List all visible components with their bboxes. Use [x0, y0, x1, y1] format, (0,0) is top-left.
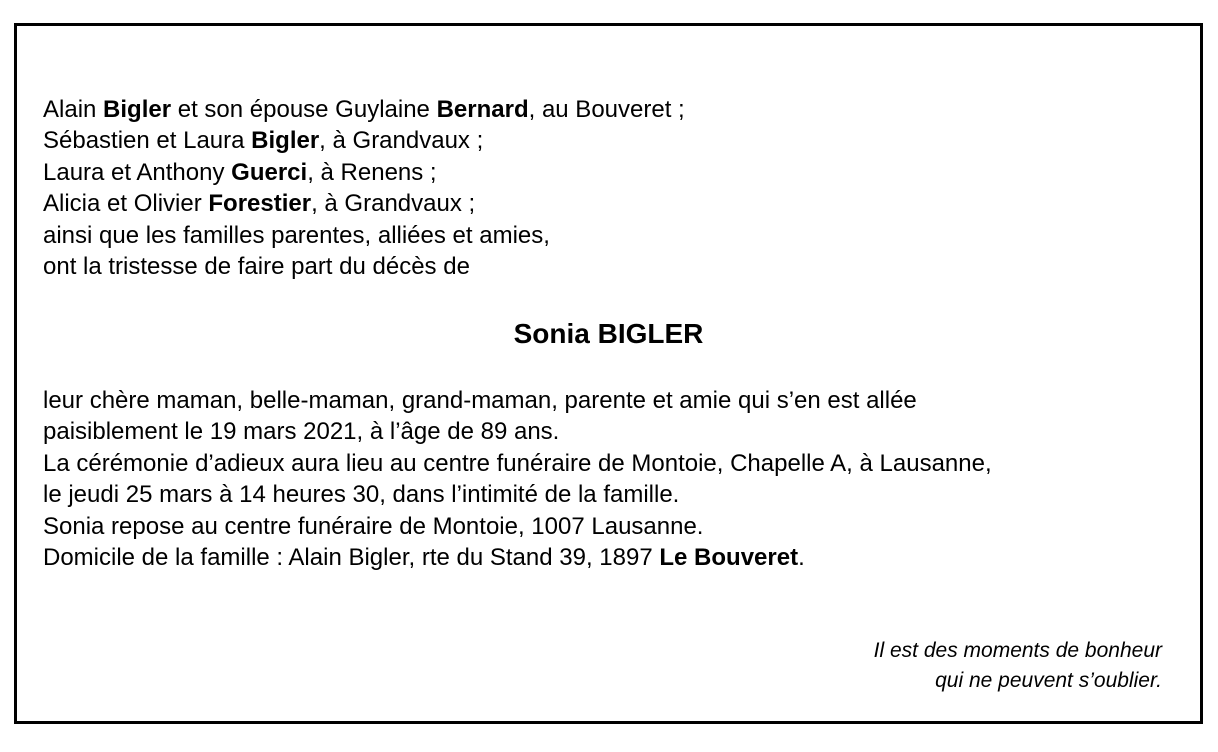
detail-text: leur chère maman, belle-maman, grand-maman, parente et amie qui s’en est allée [43, 387, 917, 414]
family-line [43, 125, 685, 156]
detail-text: paisiblement le 19 mars 2021, à l’âge de 89 ans. [43, 418, 560, 446]
family-text: Sébastien et Laura [43, 127, 252, 155]
family-text: , à Renens ; [307, 158, 437, 186]
family-text: , au Bouveret ; [528, 96, 685, 123]
announcement-text: ont la tristesse de faire part du décès de [43, 253, 470, 281]
detail-text: Sonia repose au centre funéraire de Montoie, 1007 Lausanne. [43, 512, 704, 540]
quote-line: qui ne peuvent s’oublier. [935, 669, 1162, 692]
family-line [43, 188, 685, 219]
family-text: et son épouse Guylaine [171, 96, 437, 123]
family-list [43, 94, 685, 282]
family-text: Laura et Anthony [43, 158, 232, 186]
detail-line [43, 479, 992, 510]
detail-line [43, 448, 992, 479]
detail-text: . [798, 544, 805, 572]
family-surname: Guerci [231, 158, 308, 186]
address-locality: Le Bouveret [659, 544, 799, 572]
detail-line [43, 385, 992, 416]
family-text: , à Grandvaux ; [311, 190, 476, 218]
deceased-name: Sonia BIGLER [513, 318, 704, 349]
family-text: , à Grandvaux ; [319, 127, 484, 155]
detail-text: Domicile de la famille : Alain Bigler, rte du Stand 39, 1897 [43, 544, 660, 572]
family-line [43, 157, 685, 188]
notice-details [43, 385, 992, 573]
family-line [43, 94, 685, 125]
family-surname: Bernard [436, 96, 529, 123]
family-text: Alain [43, 96, 104, 123]
detail-line [43, 511, 992, 542]
family-surname: Bigler [251, 127, 320, 155]
family-text: ainsi que les familles parentes, alliées et amies, [43, 221, 550, 249]
family-surname: Forestier [208, 190, 312, 218]
announcement-line [43, 251, 685, 282]
detail-text: le jeudi 25 mars à 14 heures 30, dans l’intimité de la famille. [43, 481, 680, 509]
closing-quote [874, 636, 1162, 696]
family-text: Alicia et Olivier [43, 190, 209, 218]
quote-line: Il est des moments de bonheur [873, 639, 1162, 662]
detail-text: La cérémonie d’adieux aura lieu au centre funéraire de Montoie, Chapelle A, à Lausanne, [43, 449, 992, 477]
detail-line [43, 416, 992, 447]
death-notice-frame [14, 23, 1203, 724]
family-surname: Bigler [103, 96, 172, 123]
family-address-line [43, 542, 992, 573]
family-line [43, 220, 685, 251]
